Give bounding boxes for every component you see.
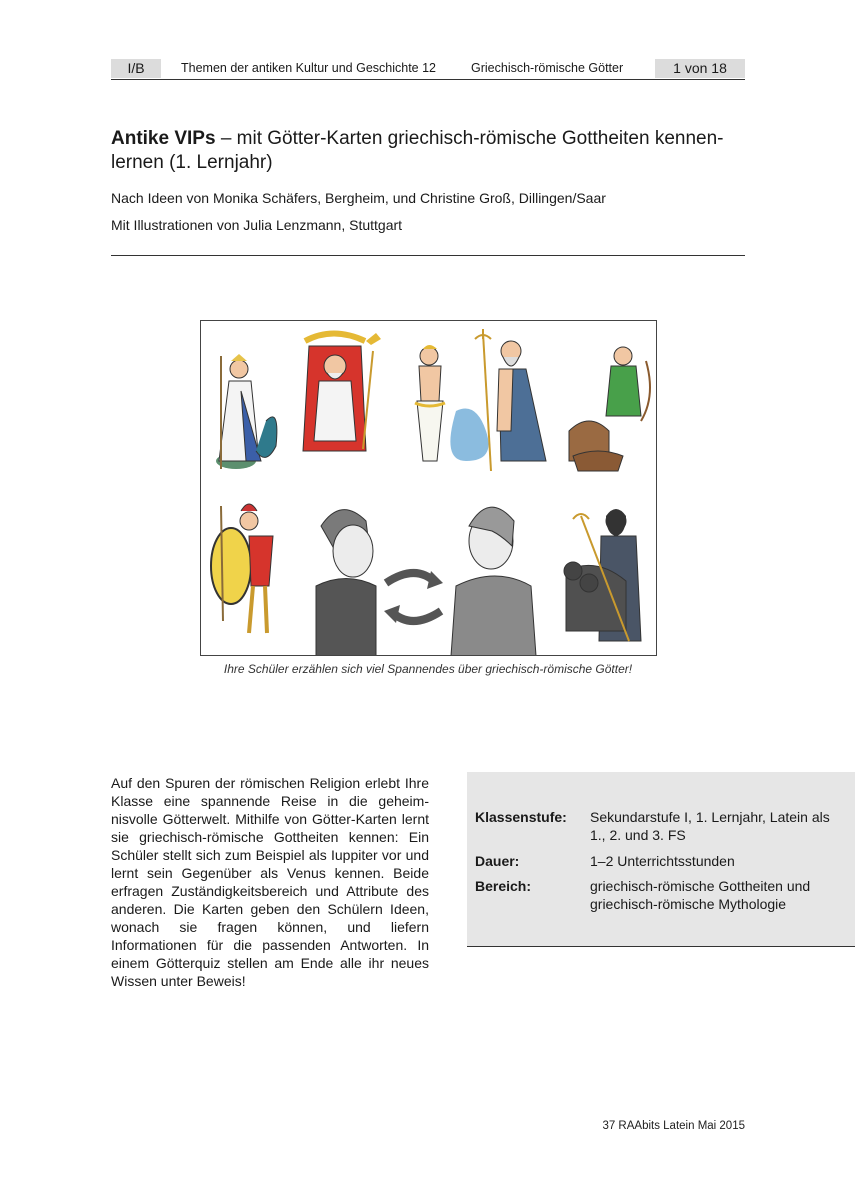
pluto-figure-icon [564,509,641,641]
mars-figure-icon [211,504,273,633]
info-label: Dauer: [475,853,520,869]
juno-figure-icon [216,354,277,469]
title-bold: Antike VIPs [111,128,216,149]
divider [111,255,745,256]
neptune-figure-icon [450,329,546,471]
illustration-svg [201,321,656,655]
series-title: Themen der antiken Kultur und Geschichte 12 [181,61,437,75]
illustrations-line: Mit Illustrationen von Julia Lenzmann, Stuttgart [111,217,403,233]
section-label: I/B [111,59,161,78]
diana-figure-icon [569,347,650,471]
info-value: 1–2 Unterrichtsstunden [590,853,735,869]
title-rest: – mit Götter-Karten griechisch-römische Gottheiten kennen-lernen (1. Lernjahr) [111,128,724,173]
info-label: Bereich: [475,878,532,894]
venus-figure-icon [415,345,445,461]
page-header [111,59,745,80]
figure-caption: Ihre Schüler erzählen sich viel Spannendes über griechisch-römische Götter! [223,662,633,676]
info-row-bereich [475,877,840,913]
document-title [111,127,751,175]
jupiter-figure-icon [303,333,381,451]
authors-line: Nach Ideen von Monika Schäfers, Bergheim, und Christine Groß, Dillingen/Saar [111,190,606,206]
topic-title: Griechisch-römische Götter [471,61,624,75]
info-label: Klassenstufe: [475,809,567,825]
info-row-klassenstufe [475,808,840,844]
gods-illustration [200,320,657,656]
info-value: Sekundarstufe I, 1. Lernjahr, Latein als 1., 2. und 3. FS [590,809,830,843]
intro-paragraph: Auf den Spuren der römischen Religion erlebt Ihre Klasse eine spannende Reise in die geheimnisvolle Götterwelt. Mithilfe von Götter-Karten lernt sie griechisch-römische Gottheiten kennen: Ein Schüler stellt sich zum Beispiel als Iuppiter vor und lernt sein Gegenüber als Venus kennen. Beide erfragen Zuständigkeitsbereich und Attribute des anderen. Die Karten geben den Schülern Ideen, wonach sie fragen können, und liefern Informationen für die passenden Antworten. In einem Götterquiz stellen am Ende alle ihr neues Wissen unter Beweis! [111,775,429,989]
info-value: griechisch-römische Gottheiten und griechisch-römische Mythologie [590,878,811,912]
students-talking-icon [316,507,536,655]
page-number: 1 von 18 [655,59,745,78]
page-footer: 37 RAAbits Latein Mai 2015 [602,1120,745,1132]
info-box [467,772,855,947]
info-row-dauer [475,852,840,870]
